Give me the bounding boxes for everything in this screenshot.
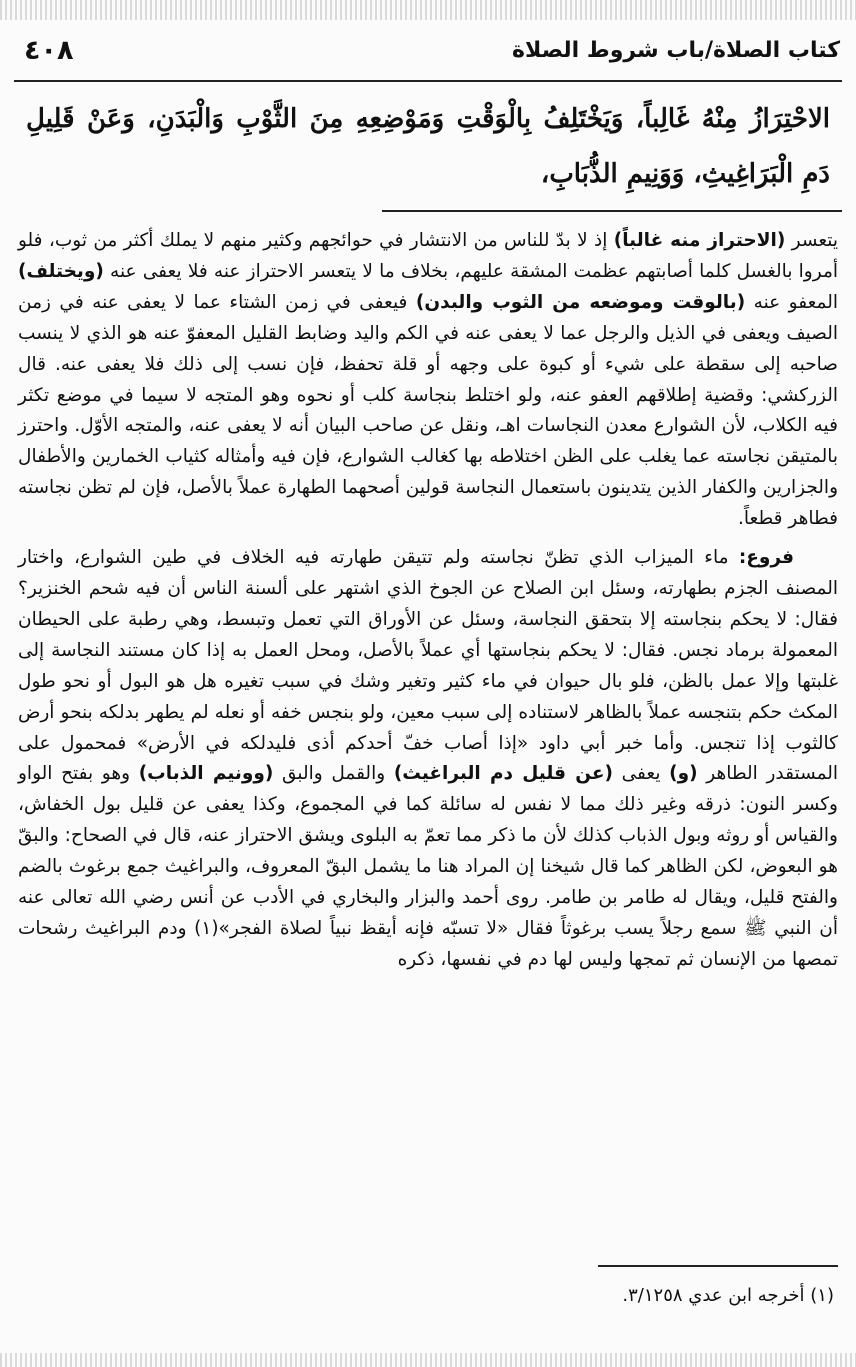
text-run: فيعفى في زمن الشتاء عما لا يعفى عنه في زمن الصيف ويعفى في الذيل والرجل عما لا يعفى عنه في الكم واليد وضابط القليل المعفوّ عنه هو الذي لا ينسب صاحبه إلى سقطة على شيء أو كبوة على وجهه أو قلة تحفظ، فإن نسب إلى ذلك فلا يعفى عنه. قال الزركشي: وقضية إطلاقهم العفو عنه، ولو اختلط بنجاسة كلب أو نحوه وهو المتجه لا سيما في موضع تكثر فيه الكلاب، لأن الشوارع معدن النجاسات اهـ، ونقل عن صاحب البيان أنه لا يعفى عنه، والمتجه الأوّل. واحترز بالمتيقن نجاسته عما يغلب على الظن اختلاطه بها كغالب الشوارع، فإن فيه وأمثاله كثياب الخمارين والأطفال والجزارين والكفار الذين يتدينون باستعمال النجاسة قولين أصحهما الطهارة عملاً بالأصل، فإن لم تظن نجاسته فطاهر قطعاً. [18,291,838,530]
text-run: يتعسر [785,230,839,251]
book-page [14,20,842,1350]
text-run: يعفى [612,763,670,785]
text-run: ماء الميزاب الذي تظنّ نجاسته ولم تتيقن طهارته فيه الخلاف في طين الشوارع، واختار المصنف الجزم بطهارته، وسئل ابن الصلاح عن الجوخ الذي اشتهر على ألسنة الناس أن فيه شحم الخنزير؟ فقال: لا يحكم بنجاسته إلا بتحقق النجاسة، وسئل عن الأوراق التي تعمل وتبسط، وهي رطبة على الحيطان المعمولة برماد نجس. فقال: لا يحكم بنجاستها أي عملاً بالأصل، ومحل العمل به إذا كان مستند النجاسة إلى غلبتها وإلا عمل بالظن، فلو بال حيوان في ماء كثير وتغير وشك في سبب تغيره هل هو البول أو نحو طول المكث حكم بتنجسه عملاً بالظاهر لاستناده إلى سبب معين، ولو بنجس خفه أو نعله لم يطهر بدلكه بنحو أرض كالثوب إذا تنجس. وأما خبر أبي داود «إذا أصاب خفّ أحدكم أذى فليدلكه في الأرض» فمحمول على المستقدر الطاهر [18,547,839,785]
text-run: والقمل والبق [273,763,394,785]
running-header [14,20,842,82]
page-number: ٤٠٨ [24,34,74,66]
scan-edge-top [0,0,856,20]
text-run: وهو بفتح الواو وكسر النون: ذرقه وغير ذلك مما لا نفس له سائلة كما في المجموع، وكذا يعفى عن قليل بول الخفاش، والقياس أو روثه وبول الذباب كذلك لأن ما ذكر مما تعمّ به البلوى ويشق الاحتراز عنه، قال في الصحاح: والبقّ هو البعوض، لكن الظاهر كما قال شيخنا إن المراد هنا ما يشمل البقّ المعروف، والبراغيث جمع برغوث بالضم والفتح قليل، ويقال له طامر بن طامر. روى أحمد والبزار والبخاري في الأدب عن أنس رضي الله تعالى عنه أن النبي ﷺ سمع رجلاً يسب برغوثاً فقال «لا تسبّه فإنه أيقظ نبياً لصلاة الفجر»(١) ودم البراغيث رشحات تمصها من الإنسان ثم تمجها وليس لها دم في نفسها، ذكره [18,763,838,970]
commentary [18,226,838,976]
matn-text: الاحْتِرَازُ مِنْهُ غَالِباً، وَيَخْتَلِفُ بِالْوَقْتِ وَمَوْضِعِهِ مِنَ الثَّوْبِ وَالْبَدَنِ، وَعَنْ قَلِيلِ دَمِ الْبَرَاغِيثِ، وَوَنِيمِ الذُّبَابِ، [26,104,830,189]
quoted-matn: (عن قليل دم البراغيث) [393,763,613,785]
footnote-divider [598,1265,838,1267]
scan-edge-bottom [0,1353,856,1367]
commentary-paragraph [18,543,838,976]
section-heading: فروع: [738,547,794,569]
quoted-matn: (الاحتراز منه غالباً) [613,230,786,251]
text-run: المعفو عنه [745,291,838,313]
quoted-matn: (ويختلف) [18,260,104,282]
quoted-matn: (وونيم الذباب) [138,763,274,785]
quoted-matn: (و) [669,763,698,785]
quoted-matn: (بالوقت وموضعه من الثوب والبدن) [415,291,746,313]
matn-divider [382,210,842,212]
footnote: (١) أخرجه ابن عدي ٣/١٢٥٨. [622,1285,834,1306]
chapter-title: كتاب الصلاة/باب شروط الصلاة [512,37,840,63]
commentary-paragraph [18,226,838,535]
text-run: إذ لا بدّ للناس من الانتشار في حوائجهم وكثير منهم لا يملك أكثر من ثوب، فلو أمروا بالغسل كلما أصابتهم عظمت المشقة عليهم، بخلاف ما لا يتعسر الاحتراز عنه فلا يعفى عنه [18,230,838,282]
